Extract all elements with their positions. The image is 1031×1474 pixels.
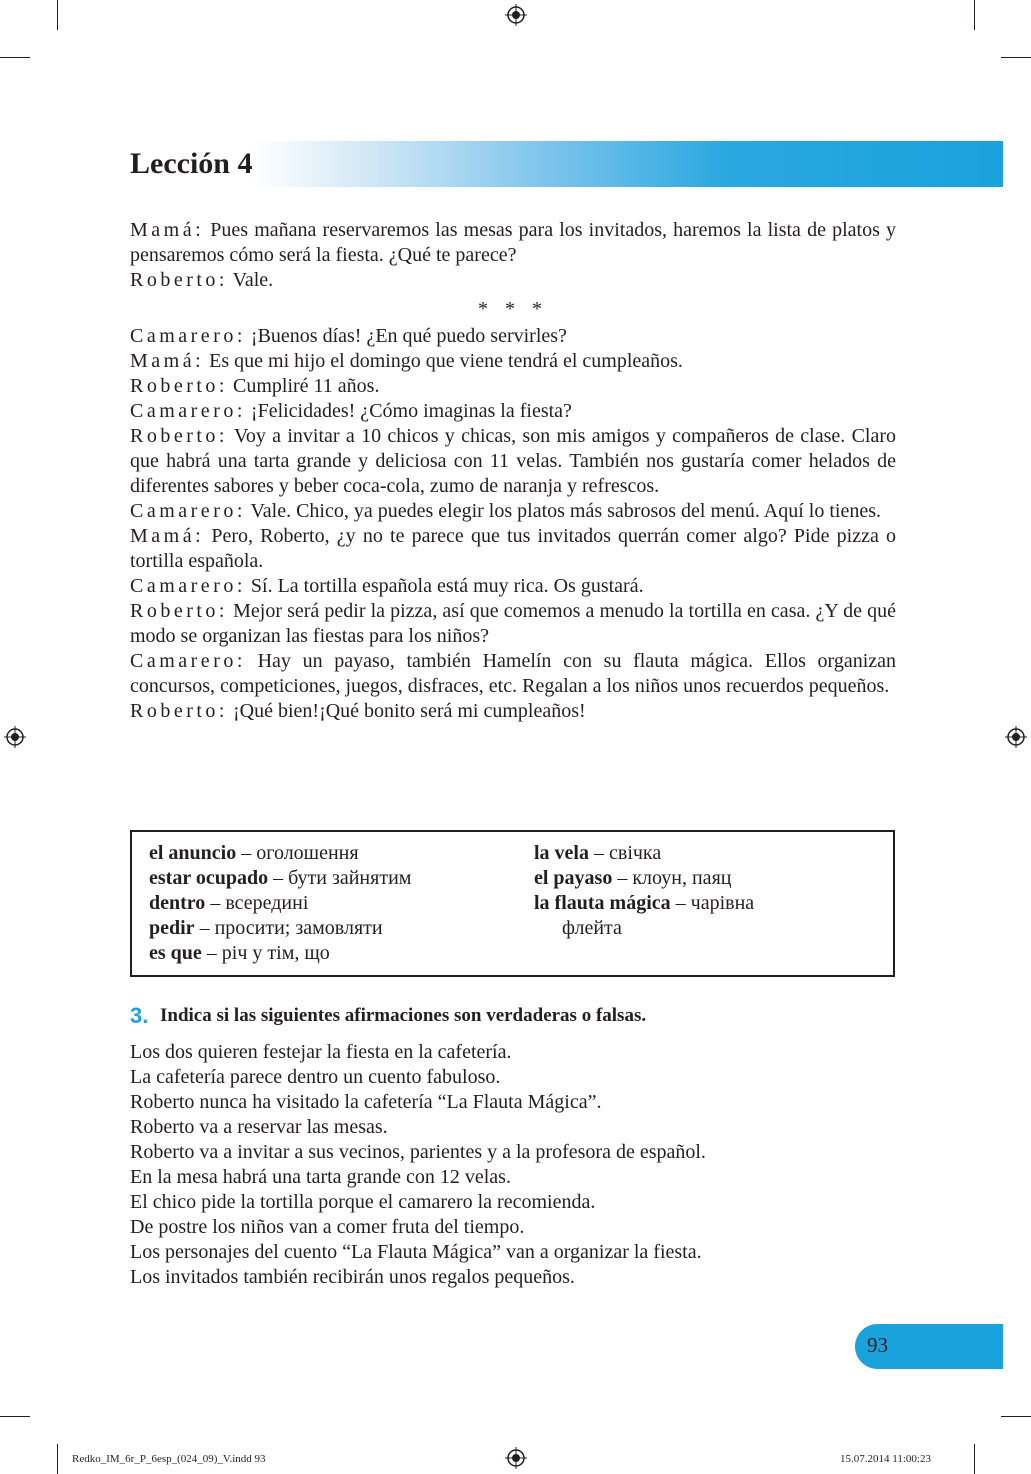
speaker-label: Roberto: (130, 375, 228, 397)
vocabulary-entry (149, 891, 411, 916)
crop-mark (0, 57, 30, 58)
vocabulary-translation: – чарівна (670, 892, 755, 914)
dialogue-text: Mejor será pedir la pizza, así que comemos a menudo la tortilla en casa. ¿Y de qué modo se organizan las fiestas para los niños? (130, 600, 896, 647)
vocabulary-column-left (149, 841, 411, 966)
speaker-label: Camarero: (130, 325, 246, 347)
dialogue-text: ¡Buenos días! ¿En qué puedo servirles? (250, 325, 567, 347)
exercise-number: 3. (130, 1003, 149, 1028)
exercise-instruction: Indica si las siguientes afirmaciones son verdaderas o falsas. (160, 1005, 647, 1026)
dialogue-text: Vale. (232, 269, 274, 291)
statement-item: Roberto va a invitar a sus vecinos, parientes y a la profesora de español. (130, 1141, 706, 1163)
speaker-label: Camarero: (130, 575, 246, 597)
speaker-label: Roberto: (130, 269, 228, 291)
dialogue-line (130, 218, 896, 268)
vocabulary-translation: – свічка (589, 842, 662, 864)
vocabulary-translation: – всередині (205, 892, 309, 914)
dialogue-line (130, 399, 896, 424)
statement-item: Roberto va a reservar las mesas. (130, 1116, 388, 1138)
dialogue-text: Cumpliré 11 años. (233, 375, 380, 397)
dialogue-line (130, 349, 896, 374)
vocabulary-translation: – бути зайнятим (268, 867, 412, 889)
crop-mark (974, 0, 975, 30)
dialogue-line (130, 424, 896, 499)
statement-item: En la mesa habrá una tarta grande con 12 velas. (130, 1166, 511, 1188)
vocabulary-entry (149, 866, 411, 891)
dialogue-text: ¡Qué bien!¡Qué bonito será mi cumpleaños! (233, 700, 586, 722)
vocabulary-translation: – річ у тім, що (201, 942, 330, 964)
vocabulary-term: el payaso (534, 867, 613, 889)
registration-mark-icon (4, 726, 26, 748)
vocabulary-term: la vela (534, 842, 589, 864)
dialogue-text: Voy a invitar a 10 chicos y chicas, son mis amigos y compañeros de clase. Claro que habrá una tarta grande y deliciosa con 11 velas. También nos gustaría comer helados de diferentes sabores y beber coca-cola, zumo de naranja y refrescos. (130, 425, 896, 497)
dialogue-text: ¡Felicidades! ¿Cómo imaginas la fiesta? (250, 400, 572, 422)
crop-mark (974, 1444, 975, 1474)
speaker-label: Camarero: (130, 650, 246, 672)
vocabulary-term: la flauta mágica (534, 892, 671, 914)
crop-mark (57, 0, 58, 30)
vocabulary-translation-continuation: флейта (562, 917, 622, 939)
lesson-title: Lección 4 (130, 147, 253, 180)
statement-item: Los dos quieren festejar la fiesta en la cafetería. (130, 1041, 512, 1063)
dialogue-text: Pero, Roberto, ¿y no te parece que tus invitados querrán comer algo? Pide pizza o tortilla española. (130, 525, 897, 572)
vocabulary-term: el anuncio (149, 842, 237, 864)
registration-mark-icon (1005, 726, 1027, 748)
dialogue-line (130, 499, 896, 524)
speaker-label: Roberto: (130, 600, 228, 622)
vocabulary-term: es que (149, 942, 202, 964)
speaker-label: Camarero: (130, 500, 246, 522)
statement-item: La cafetería parece dentro un cuento fabuloso. (130, 1066, 501, 1088)
dialogue-block (130, 218, 896, 724)
vocabulary-entry (534, 866, 754, 891)
dialogue-text: Pues mañana reservaremos las mesas para los invitados, haremos la lista de platos y pensaremos cómo será la fiesta. ¿Qué te parece? (130, 219, 896, 266)
statement-item: El chico pide la tortilla porque el camarero la recomienda. (130, 1191, 596, 1213)
vocabulary-translation: – просити; замовляти (194, 917, 383, 939)
crop-mark (1001, 1416, 1031, 1417)
dialogue-line (130, 599, 896, 649)
vocabulary-entry (534, 891, 754, 916)
footer-file-name: Redko_IM_6r_P_6esp_(024_09)_V.indd 93 (72, 1453, 266, 1465)
speaker-label: Mamá: (130, 350, 205, 372)
dialogue-text: Sí. La tortilla española está muy rica. Os gustará. (250, 575, 644, 597)
crop-mark (57, 1444, 58, 1474)
vocabulary-entry (149, 916, 411, 941)
dialogue-line (130, 699, 896, 724)
crop-mark (1001, 57, 1031, 58)
vocabulary-box (130, 830, 895, 977)
speaker-label: Mamá: (130, 219, 205, 241)
statement-item: Roberto nunca ha visitado la cafetería “La Flauta Mágica”. (130, 1091, 602, 1113)
speaker-label: Camarero: (130, 400, 246, 422)
vocabulary-term: estar ocupado (149, 867, 269, 889)
vocabulary-entry (149, 941, 411, 966)
lesson-header-band (130, 141, 1003, 187)
dialogue-line (130, 574, 896, 599)
speaker-label: Roberto: (130, 425, 228, 447)
speaker-label: Mamá: (130, 525, 205, 547)
speaker-label: Roberto: (130, 700, 228, 722)
vocabulary-term: dentro (149, 892, 206, 914)
dialogue-text: Vale. Chico, ya puedes elegir los platos más sabrosos del menú. Aquí lo tienes. (250, 500, 881, 522)
statement-item: Los invitados también recibirán unos regalos pequeños. (130, 1266, 575, 1288)
statement-list (130, 1040, 706, 1290)
vocabulary-translation: – клоун, паяц (612, 867, 732, 889)
vocabulary-column-right (534, 841, 754, 941)
dialogue-text: Es que mi hijo el domingo que viene tendrá el cumpleaños. (209, 350, 683, 372)
dialogue-line (130, 324, 896, 349)
vocabulary-entry (534, 841, 754, 866)
page-number-tab (855, 1324, 1003, 1369)
dialogue-line (130, 524, 896, 574)
section-separator: * * * (478, 298, 548, 320)
registration-mark-icon (505, 1447, 527, 1469)
vocabulary-term: pedir (149, 917, 195, 939)
statement-item: Los personajes del cuento “La Flauta Mágica” van a organizar la fiesta. (130, 1241, 702, 1263)
registration-mark-icon (505, 4, 527, 26)
dialogue-line (130, 649, 896, 699)
statement-item: De postre los niños van a comer fruta del tiempo. (130, 1216, 525, 1238)
vocabulary-translation: – оголошення (236, 842, 359, 864)
dialogue-text: Hay un payaso, también Hamelín con su flauta mágica. Ellos organizan concursos, competiciones, juegos, disfraces, etc. Regalan a los niños unos recuerdos pequeños. (130, 650, 897, 697)
crop-mark (0, 1416, 30, 1417)
page-number: 93 (867, 1333, 888, 1357)
dialogue-line (130, 268, 896, 293)
footer-timestamp: 15.07.2014 11:00:23 (840, 1453, 931, 1465)
vocabulary-entry (149, 841, 411, 866)
dialogue-line (130, 374, 896, 399)
